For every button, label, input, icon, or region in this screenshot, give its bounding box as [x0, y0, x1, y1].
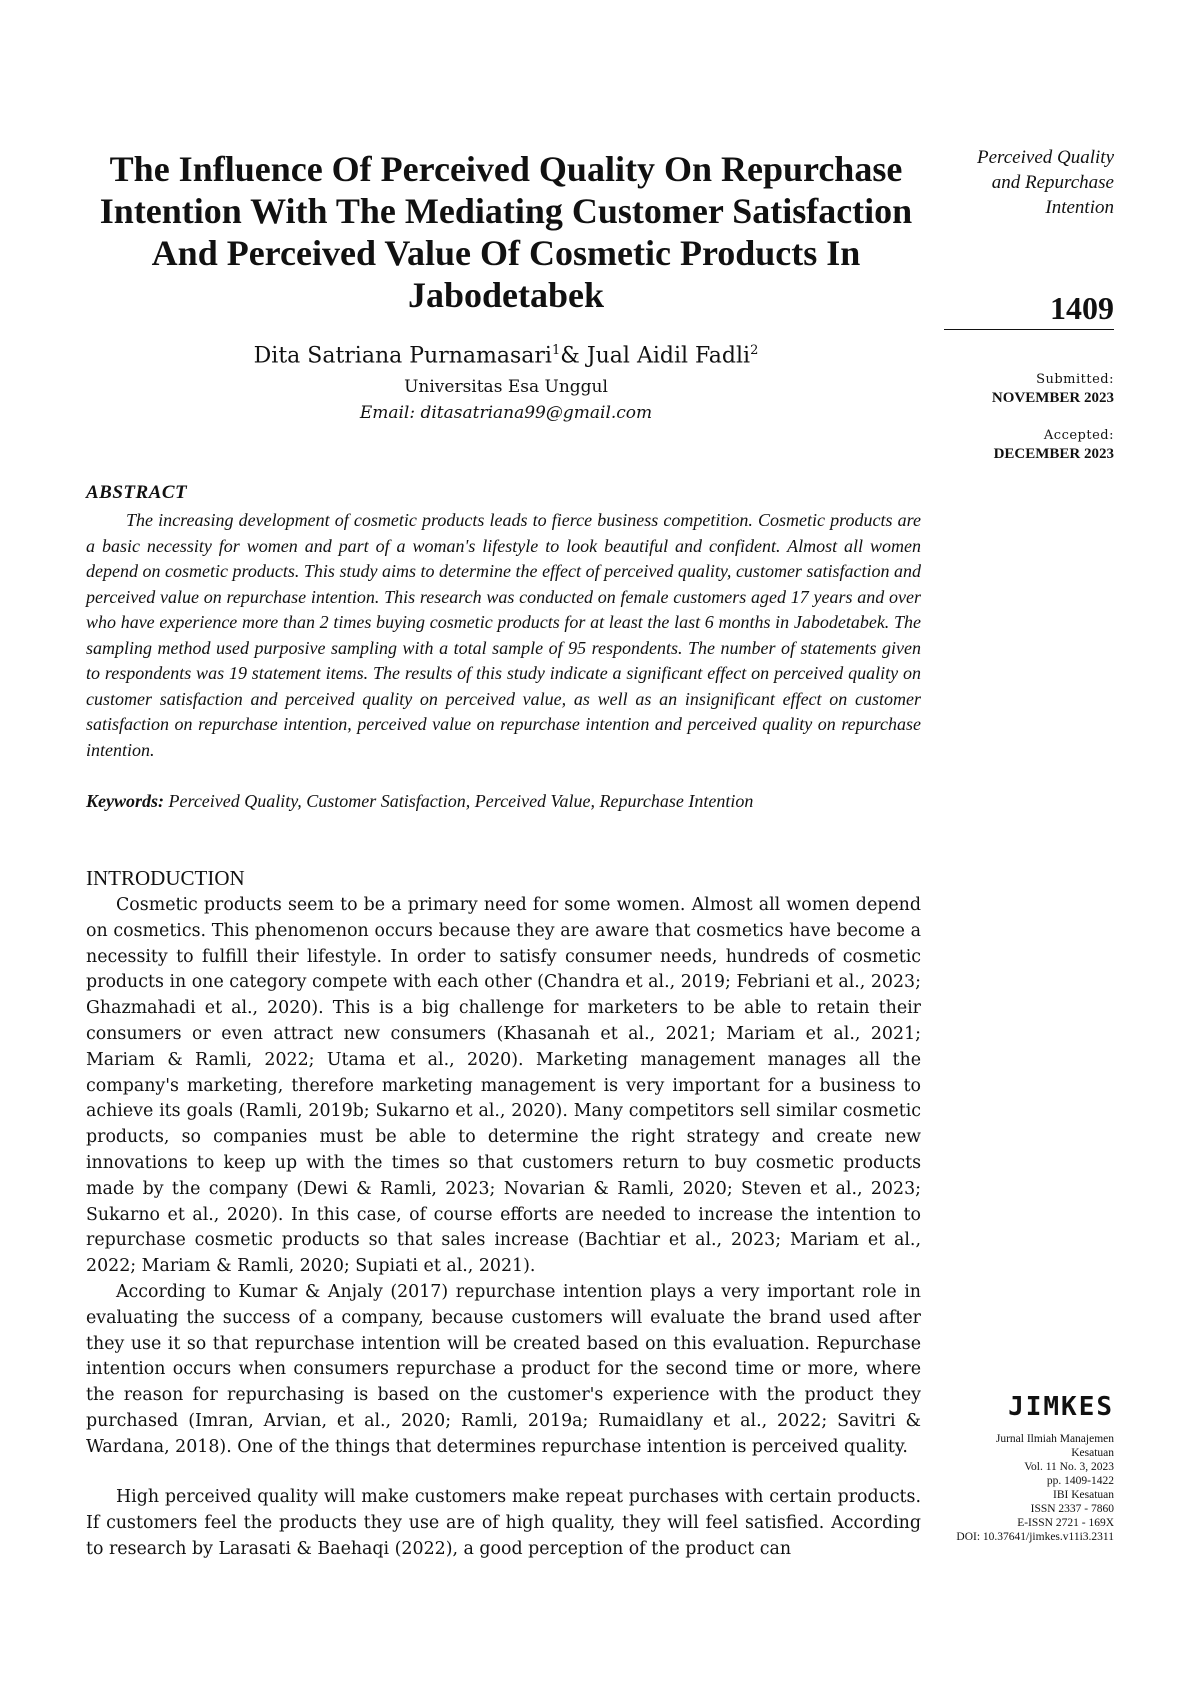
page-number: 1409	[944, 290, 1114, 330]
section-heading: INTRODUCTION	[86, 866, 245, 890]
author-separator: &	[560, 343, 587, 369]
abstract-heading: ABSTRACT	[86, 482, 188, 503]
running-title	[914, 145, 1114, 220]
paper-title: The Influence Of Perceived Quality On Repurchase Intention With The Mediating Customer Satisfaction And Perceived Value Of Cosmetic Products In Jabodetabek	[99, 149, 913, 315]
accepted-date: DECEMBER 2023	[993, 446, 1114, 462]
author-line	[86, 343, 926, 368]
journal-info-line: Jurnal Ilmiah Manajemen	[995, 1433, 1114, 1445]
author-affil-mark: 2	[750, 343, 759, 358]
author-name: Jual Aidil Fadli	[586, 343, 751, 369]
keywords	[86, 791, 921, 812]
journal-info-line: Kesatuan	[1071, 1447, 1114, 1459]
journal-logo: JIMKES	[1008, 1392, 1114, 1422]
running-title-line: Intention	[1045, 197, 1114, 218]
running-title-line: Perceived Quality	[977, 147, 1114, 168]
submitted-label: Submitted:	[1036, 372, 1114, 387]
running-title-line: and Repurchase	[991, 172, 1114, 193]
accepted-label: Accepted:	[1043, 428, 1114, 443]
author-email: Email: ditasatriana99@gmail.com	[359, 403, 653, 423]
affiliation: Universitas Esa Unggul	[404, 377, 608, 397]
submitted-date: NOVEMBER 2023	[991, 390, 1114, 406]
abstract-text: The increasing development of cosmetic products leads to fierce business competition. Cosmetic products are a basic necessity for women and part of a woman's lifestyle to look beautiful and confident. Almost all women depend on cosmetic products. This study aims to determine the effect of perceived quality, customer satisfaction and perceived value on repurchase intention. This research was conducted on female customers aged 17 years and over who have experience more than 2 times buying cosmetic products for at least the last 6 months in Jabodetabek. The sampling method used purposive sampling with a total sample of 95 respondents. The number of statements given to respondents was 19 statement items. The results of this study indicate a significant effect on perceived quality on customer satisfaction and perceived quality on perceived value, as well as an insignificant effect on customer satisfaction on repurchase intention, perceived value on repurchase intention and perceived quality on repurchase intention.	[86, 510, 921, 760]
journal-info-line: E-ISSN 2721 - 169X	[1017, 1517, 1114, 1529]
keywords-list: Perceived Quality, Customer Satisfaction, Perceived Value, Repurchase Intention	[164, 791, 754, 811]
paragraph: Cosmetic products seem to be a primary need for some women. Almost all women depend on cosmetics. This phenomenon occurs because they are aware that cosmetics have become a necessity to fulfill their lifestyle. In order to satisfy consumer needs, hundreds of cosmetic products in one category compete with each other (Chandra et al., 2019; Febriani et al., 2023; Ghazmahadi et al., 2020). This is a big challenge for marketers to be able to retain their consumers or even attract new consumers (Khasanah et al., 2021; Mariam et al., 2021; Mariam & Ramli, 2022; Utama et al., 2020). Marketing management manages all the company's marketing, therefore marketing management is very important for a business to achieve its goals (Ramli, 2019b; Sukarno et al., 2020). Many competitors sell similar cosmetic products, so companies must be able to determine the right strategy and create new innovations to keep up with the times so that customers return to buy cosmetic products made by the company (Dewi & Ramli, 2023; Novarian & Ramli, 2020; Steven et al., 2023; Sukarno et al., 2020). In this case, of course efforts are needed to increase the intention to repurchase cosmetic products so that sales increase (Bachtiar et al., 2023; Mariam et al., 2022; Mariam & Ramli, 2020; Supiati et al., 2021).	[86, 895, 921, 1277]
journal-info-line: ISSN 2337 - 7860	[1030, 1503, 1114, 1515]
keywords-label: Keywords:	[86, 791, 164, 811]
author-affil-mark: 1	[551, 343, 561, 358]
journal-info	[914, 1432, 1114, 1544]
journal-info-line: Vol. 11 No. 3, 2023	[1024, 1461, 1114, 1473]
journal-info-line: pp. 1409-1422	[1046, 1475, 1114, 1487]
paragraph: High perceived quality will make customers make repeat purchases with certain products. If customers feel the products they use are of high quality, they will feel satisfied. According to research by Larasati & Baehaqi (2022), a good perception of the product can	[86, 1487, 921, 1559]
journal-info-line: IBI Kesatuan	[1053, 1489, 1114, 1501]
author-name: Dita Satriana Purnamasari	[253, 343, 552, 369]
paragraph: According to Kumar & Anjaly (2017) repurchase intention plays a very important role in evaluating the success of a company, because customers will evaluate the brand used after they use it so that repurchase intention will be created based on this evaluation. Repurchase intention occurs when consumers repurchase a product for the second time or more, where the reason for repurchasing is based on the customer's experience with the product they purchased (Imran, Arvian, et al., 2020; Ramli, 2019a; Rumaidlany et al., 2022; Savitri & Wardana, 2018). One of the things that determines repurchase intention is perceived quality.	[86, 1282, 921, 1457]
journal-info-line: DOI: 10.37641/jimkes.v11i3.2311	[956, 1531, 1114, 1543]
